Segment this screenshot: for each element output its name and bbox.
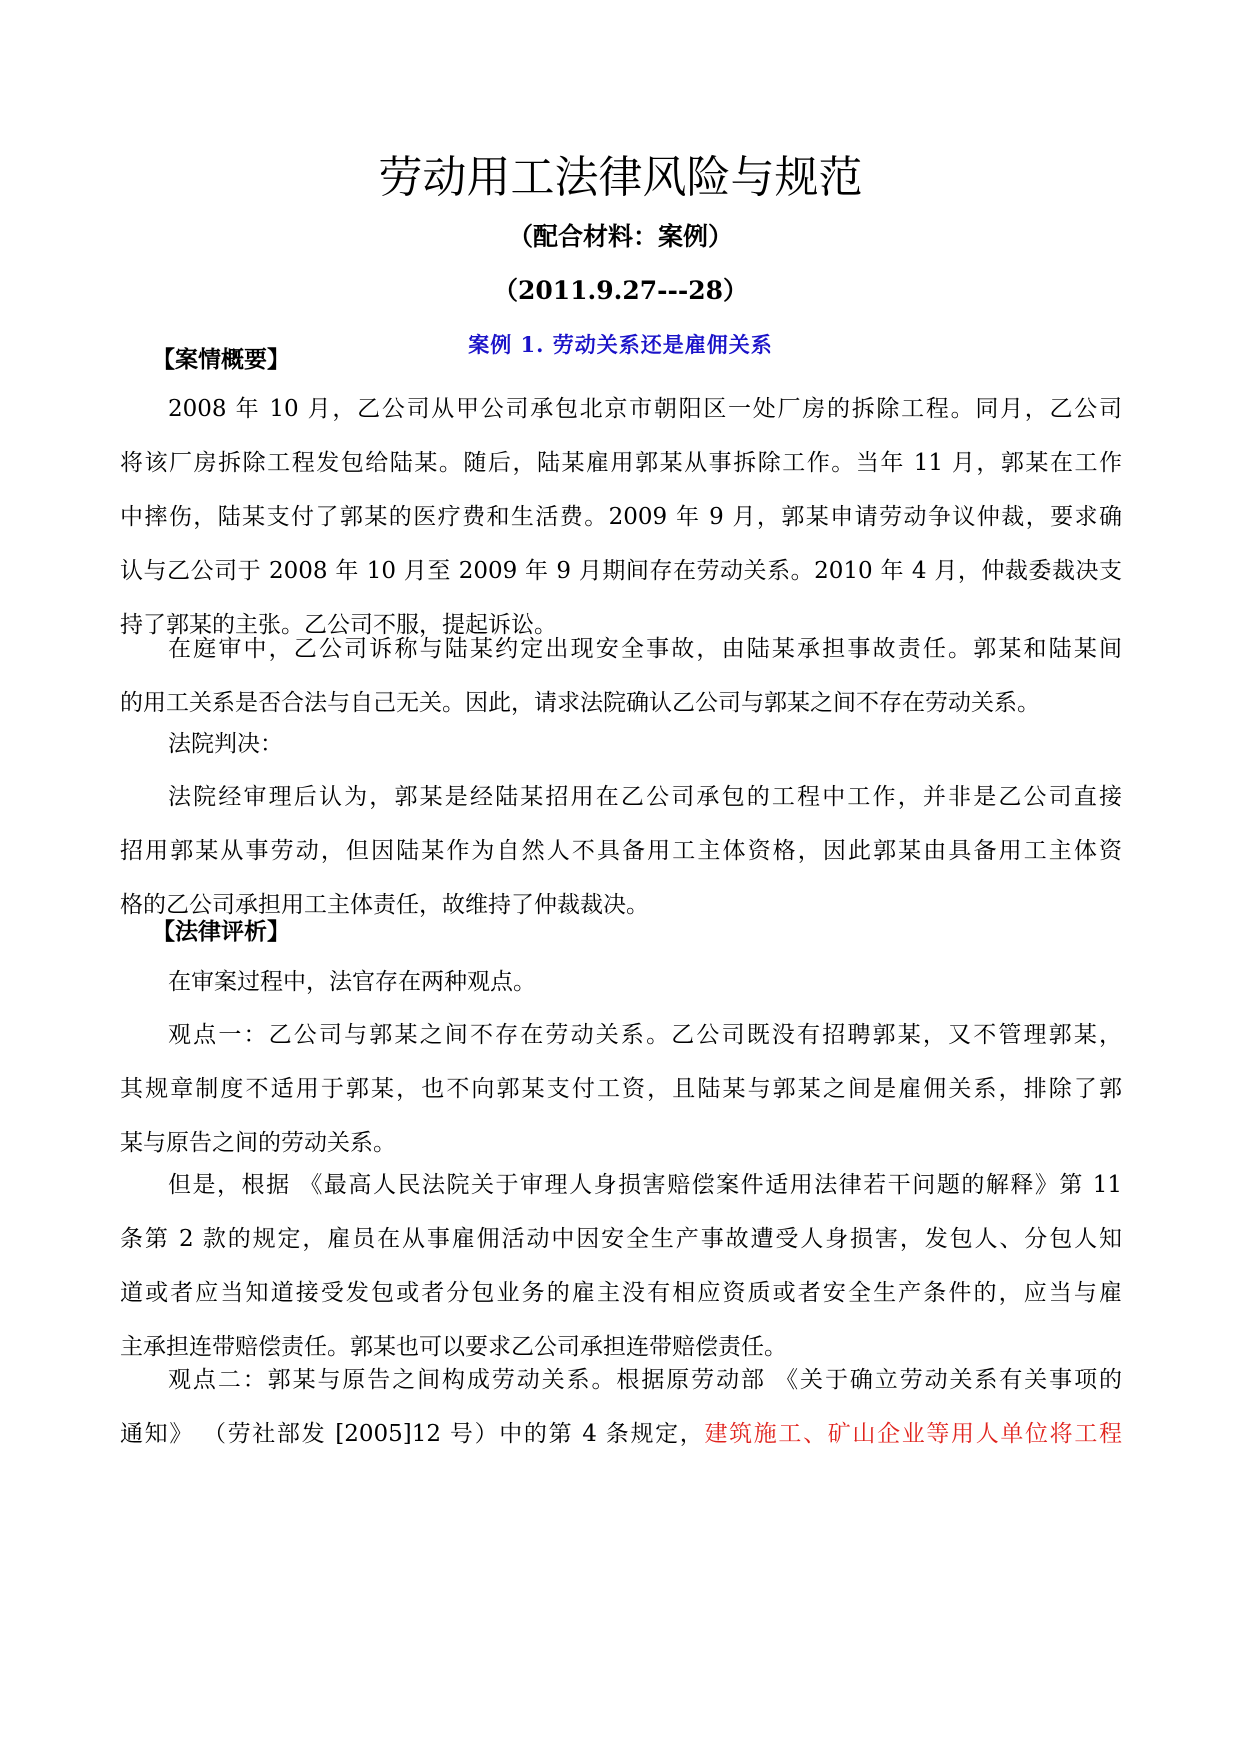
paragraph-view-two (120, 1353, 1122, 1461)
text-line: 的用工关系是否合法与自己无关。因此，请求法院确认乙公司与郭某之间不存在劳动关系。 (120, 690, 1040, 716)
paragraph-judgment (120, 770, 1122, 932)
text-line: 中摔伤，陆某支付了郭某的医疗费和生活费。2009 年 9 月，郭某申请劳动争议仲裁，要求确 (120, 504, 1122, 530)
text-line: 认与乙公司于 2008 年 10 月至 2009 年 9 月期间存在劳动关系。2010 年 4 月，仲裁委裁决支 (120, 558, 1122, 584)
text-line: 某与原告之间的劳动关系。 (120, 1130, 396, 1156)
document-title: 劳动用工法律风险与规范 (378, 152, 863, 203)
text-line: 观点二：郭某与原告之间构成劳动关系。根据原劳动部 《关于确立劳动关系有关事项的 (168, 1367, 1122, 1393)
text-line: 将该厂房拆除工程发包给陆某。随后，陆某雇用郭某从事拆除工作。当年 11 月，郭某在工作 (120, 450, 1122, 476)
paragraph-trial (120, 622, 1122, 730)
case-title: 案例 1. 劳动关系还是雇佣关系 (468, 332, 773, 357)
text-line: 法院经审理后认为，郭某是经陆某招用在乙公司承包的工程中工作，并非是乙公司直接 (168, 784, 1122, 810)
text-line: 在审案过程中，法官存在两种观点。 (168, 969, 536, 995)
text-line: 持了郭某的主张。乙公司不服，提起诉讼。 (120, 612, 557, 638)
highlighted-text: 建筑施工、矿山企业等用人单位将工程 (704, 1421, 1123, 1447)
text-line: 但是，根据 《最高人民法院关于审理人身损害赔偿案件适用法律若干问题的解释》第 11 (168, 1172, 1122, 1198)
text-line: 格的乙公司承担用工主体责任，故维持了仲裁裁决。 (120, 892, 649, 918)
text-line: 法院判决： (168, 731, 283, 757)
text-line: 招用郭某从事劳动，但因陆某作为自然人不具备用工主体资格，因此郭某由具备用工主体资 (120, 838, 1122, 864)
paragraph-two-views (120, 955, 1122, 1009)
text-line: 道或者应当知道接受发包或者分包业务的雇主没有相应资质或者安全生产条件的，应当与雇 (120, 1280, 1122, 1306)
text-line: 观点一：乙公司与郭某之间不存在劳动关系。乙公司既没有招聘郭某，又不管理郭某， (168, 1022, 1122, 1048)
text-line (120, 1407, 1122, 1461)
paragraph-however (120, 1158, 1122, 1374)
section-heading-legal-analysis: 【法律评析】 (152, 918, 290, 945)
paragraph-view-one (120, 1008, 1122, 1170)
section-heading-case-summary: 【案情概要】 (152, 346, 290, 373)
text-run: 通知》 （劳社部发 [2005]12 号）中的第 4 条规定， (120, 1421, 705, 1447)
paragraph-case-facts (120, 382, 1122, 652)
text-line: 主承担连带赔偿责任。郭某也可以要求乙公司承担连带赔偿责任。 (120, 1334, 787, 1360)
document-subtitle: （配合材料：案例） (507, 222, 733, 251)
text-line: 条第 2 款的规定，雇员在从事雇佣活动中因安全生产事故遭受人身损害，发包人、分包人知 (120, 1226, 1122, 1252)
text-line: 其规章制度不适用于郭某，也不向郭某支付工资，且陆某与郭某之间是雇佣关系，排除了郭 (120, 1076, 1122, 1102)
text-line: 在庭审中，乙公司诉称与陆某约定出现安全事故，由陆某承担事故责任。郭某和陆某间 (168, 636, 1122, 662)
paragraph-judgment-label (120, 717, 1122, 771)
text-line: 2008 年 10 月，乙公司从甲公司承包北京市朝阳区一处厂房的拆除工程。同月，乙公司 (168, 396, 1122, 422)
document-date: （2011.9.27---28） (492, 276, 749, 305)
